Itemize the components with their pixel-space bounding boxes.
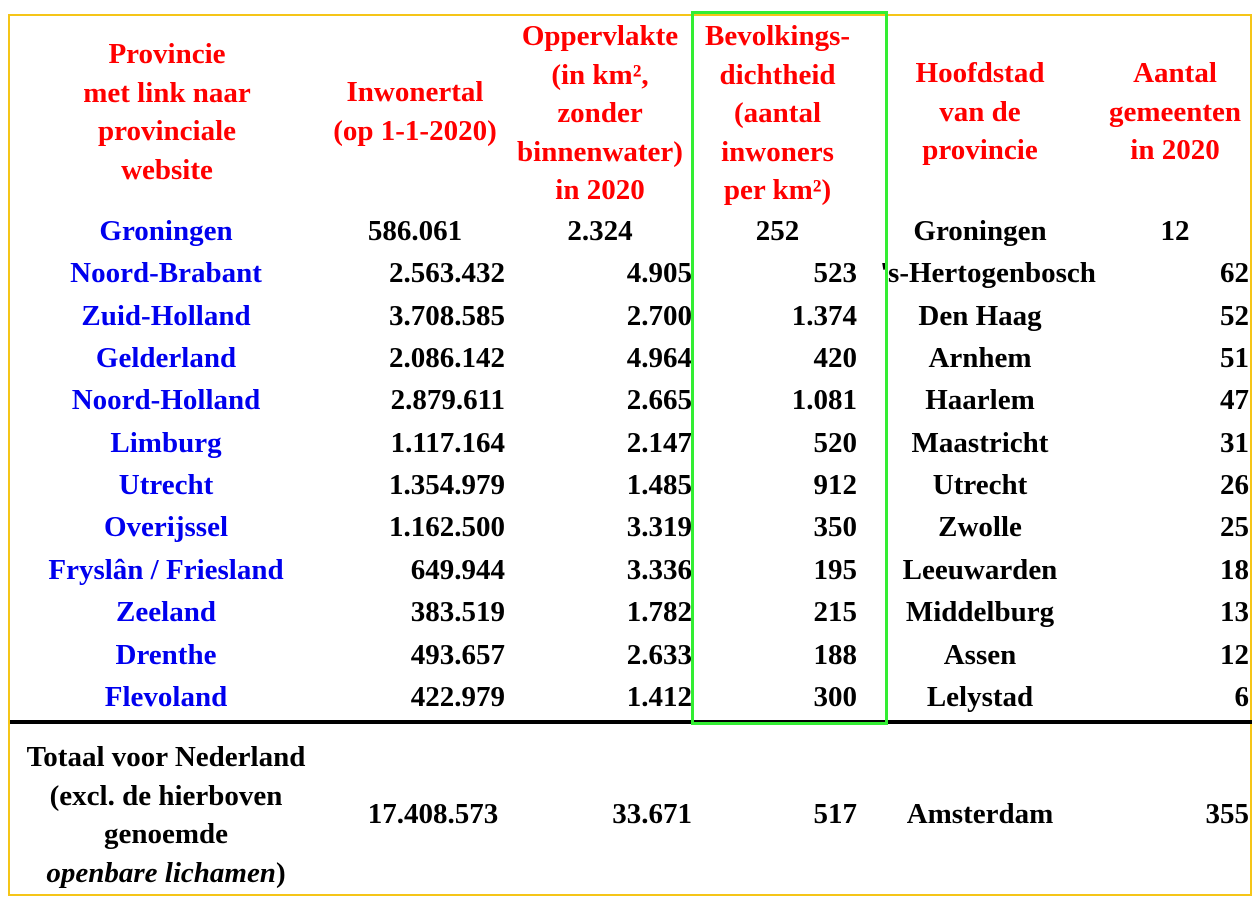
cell-inwonertal: 422.979 (410, 680, 505, 713)
cell-hoofdstad: Maastricht (911, 426, 1049, 459)
cell-inwonertal: 383.519 (410, 596, 505, 629)
cell-gemeenten: 51 (1220, 342, 1249, 375)
cell-inwonertal: 2.879.611 (390, 384, 505, 417)
cell-dichtheid: 520 (813, 426, 857, 459)
header-oppervlakte: Oppervlakte (in km², zonder binnenwater) in 2020 (517, 20, 683, 206)
cell-dichtheid: 1.081 (791, 384, 857, 417)
cell-inwonertal: 649.944 (410, 553, 505, 586)
cell-oppervlakte: 2.700 (626, 299, 692, 332)
total-oppervlakte: 33.671 (612, 798, 692, 830)
cell-hoofdstad: Lelystad (926, 680, 1034, 713)
province-link[interactable]: Groningen (99, 215, 233, 247)
cell-inwonertal: 1.162.500 (389, 511, 505, 544)
header-hoofdstad: Hoofdstad van de provincie (915, 57, 1045, 166)
cell-hoofdstad: Haarlem (925, 384, 1035, 417)
cell-oppervlakte: 4.905 (626, 257, 692, 290)
province-link[interactable]: Gelderland (95, 342, 237, 375)
total-label: Totaal voor Nederland (excl. de hierboven genoemde openbare lichamen) (26, 741, 306, 889)
cell-dichtheid: 300 (813, 680, 857, 713)
province-link[interactable]: Overijssel (103, 511, 228, 544)
total-gemeenten: 355 (1205, 798, 1249, 830)
cell-hoofdstad: Utrecht (932, 469, 1028, 502)
cell-dichtheid: 252 (755, 215, 800, 247)
cell-hoofdstad: Zwolle (938, 511, 1022, 544)
cell-dichtheid: 1.374 (791, 299, 857, 332)
cell-inwonertal: 1.354.979 (389, 469, 505, 502)
province-link[interactable]: Noord-Brabant (70, 257, 262, 290)
header-gemeenten: Aantal gemeenten in 2020 (1108, 57, 1242, 166)
header-provincie: Provincie met link naar provinciale website (83, 38, 251, 186)
cell-inwonertal: 586.061 (367, 215, 463, 247)
cell-oppervlakte: 3.319 (626, 511, 692, 544)
cell-dichtheid: 912 (813, 469, 857, 502)
cell-gemeenten: 12 (1160, 215, 1190, 247)
province-link[interactable]: Utrecht (118, 469, 214, 502)
cell-oppervlakte: 2.633 (626, 638, 692, 671)
cell-oppervlakte: 4.964 (626, 342, 692, 375)
province-link[interactable]: Zuid-Holland (81, 299, 251, 332)
cell-gemeenten: 18 (1220, 553, 1249, 586)
cell-oppervlakte: 1.782 (626, 596, 692, 629)
cell-dichtheid: 420 (813, 342, 857, 375)
cell-hoofdstad: Middelburg (905, 596, 1055, 629)
cell-hoofdstad: Den Haag (918, 299, 1042, 332)
total-inwonertal: 17.408.573 (367, 798, 499, 830)
province-link[interactable]: Fryslân / Friesland (48, 553, 284, 586)
cell-hoofdstad: 's-Hertogenbosch (880, 257, 1096, 290)
cell-gemeenten: 47 (1220, 384, 1249, 417)
cell-gemeenten: 26 (1220, 469, 1249, 502)
cell-inwonertal: 2.086.142 (389, 342, 505, 375)
total-separator (10, 720, 1252, 724)
cell-gemeenten: 62 (1220, 257, 1249, 290)
cell-gemeenten: 25 (1220, 511, 1249, 544)
cell-oppervlakte: 2.147 (626, 426, 692, 459)
province-link[interactable]: Noord-Holland (71, 384, 261, 417)
cell-oppervlakte: 2.324 (567, 215, 633, 247)
cell-gemeenten: 52 (1220, 299, 1249, 332)
cell-dichtheid: 195 (813, 553, 857, 586)
cell-inwonertal: 2.563.432 (389, 257, 505, 290)
cell-oppervlakte: 2.665 (626, 384, 692, 417)
cell-oppervlakte: 1.412 (626, 680, 692, 713)
cell-dichtheid: 523 (813, 257, 857, 290)
total-dichtheid: 517 (813, 798, 857, 830)
cell-oppervlakte: 3.336 (626, 553, 692, 586)
cell-hoofdstad: Arnhem (928, 342, 1032, 375)
total-hoofdstad: Amsterdam (906, 798, 1054, 830)
province-link[interactable]: Flevoland (104, 680, 228, 713)
cell-oppervlakte: 1.485 (626, 469, 692, 502)
cell-gemeenten: 13 (1220, 596, 1249, 629)
header-dichtheid: Bevolkings- dichtheid (aantal inwoners per km²) (704, 20, 851, 206)
province-link[interactable]: Limburg (110, 426, 222, 459)
cell-gemeenten: 6 (1234, 680, 1249, 713)
cell-hoofdstad: Groningen (913, 215, 1047, 247)
cell-hoofdstad: Leeuwarden (902, 553, 1058, 586)
cell-hoofdstad: Assen (943, 638, 1017, 671)
header-inwonertal: Inwonertal (op 1-1-2020) (333, 76, 497, 147)
province-link[interactable]: Zeeland (116, 596, 216, 629)
cell-gemeenten: 12 (1220, 638, 1249, 671)
cell-gemeenten: 31 (1220, 426, 1249, 459)
cell-inwonertal: 1.117.164 (390, 426, 505, 459)
cell-dichtheid: 350 (813, 511, 857, 544)
cell-dichtheid: 215 (813, 596, 857, 629)
province-link[interactable]: Drenthe (115, 638, 217, 671)
cell-inwonertal: 3.708.585 (389, 299, 505, 332)
cell-inwonertal: 493.657 (410, 638, 505, 671)
cell-dichtheid: 188 (813, 638, 857, 671)
